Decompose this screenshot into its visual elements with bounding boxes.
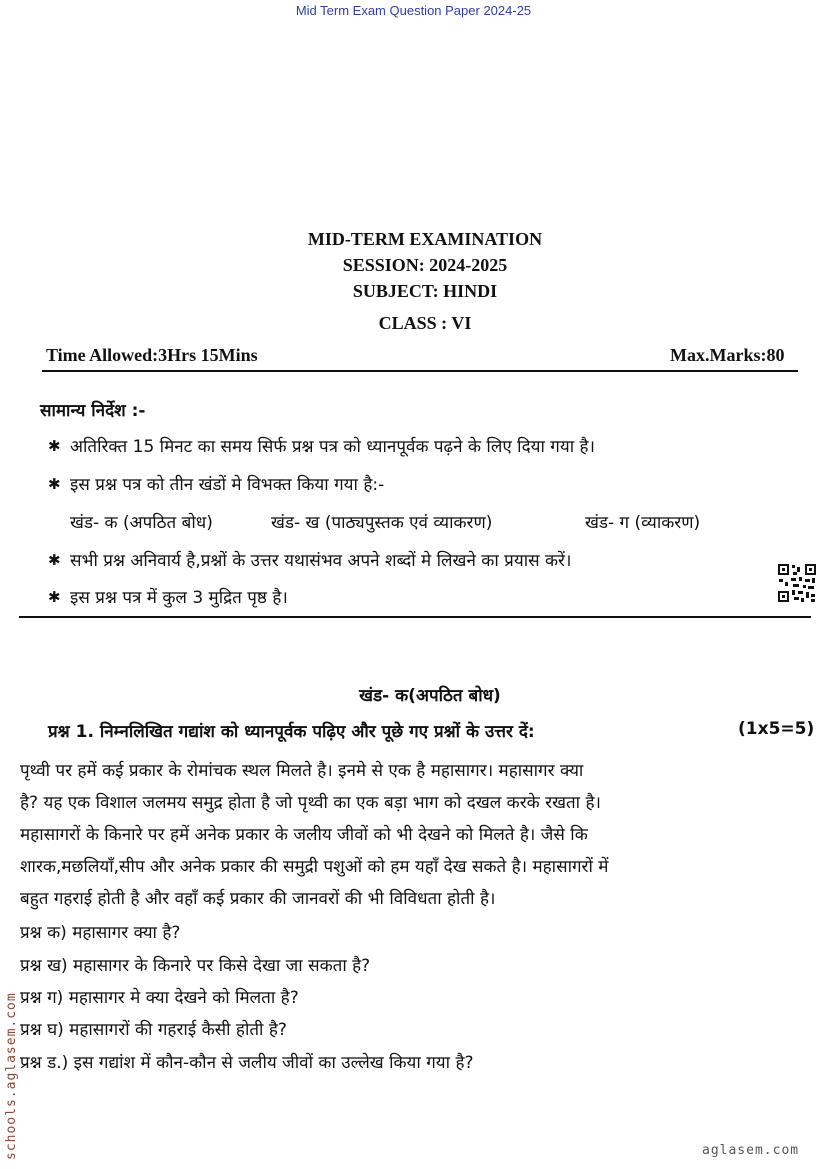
instruction-item [48,434,595,457]
passage-line: महासागरों के किनारे पर हमें अनेक प्रकार के जलीय जीवों को भी देखने को मिलते है। जैसे कि [20,825,588,845]
section-list-item-a: खंड- क (अपठित बोध) [70,513,213,533]
instruction-item [48,548,571,571]
page-banner: Mid Term Exam Question Paper 2024-25 [295,3,532,18]
max-marks: Max.Marks:80 [670,345,785,365]
bullet-star-icon: ✱ [48,550,61,569]
bullet-star-icon: ✱ [48,474,61,493]
instruction-text: इस प्रश्न पत्र में कुल 3 मुद्रित पृष्ठ है। [70,588,288,608]
section-a-title: खंड- क(अपठित बोध) [359,686,501,706]
passage-line: शारक,मछलियाँ,सीप और अनेक प्रकार की समुद्री पशुओं को हम यहाँ देख सकते है। महासागरों में [20,857,609,877]
sub-question: प्रश्न ग) महासागर मे क्या देखने को मिलता है? [20,988,299,1008]
instructions-divider [19,616,811,618]
time-allowed: Time Allowed:3Hrs 15Mins [46,345,258,365]
instruction-text: सभी प्रश्न अनिवार्य है,प्रश्नों के उत्तर यथासंभव अपने शब्दों मे लिखने का प्रयास करें। [70,551,572,571]
passage-line: पृथ्वी पर हमें कई प्रकार के रोमांचक स्थल मिलते है। इनमे से एक है महासागर। महासागर क्या [20,761,584,781]
corner-watermark: aglasem.com [702,1143,800,1158]
qr-code-icon [777,563,817,603]
sub-question: प्रश्न घ) महासागरों की गहराई कैसी होती है? [20,1020,287,1040]
question-1: प्रश्न 1. निम्नलिखित गद्यांश को ध्यानपूर्वक पढ़िए और पूछे गए प्रश्नों के उत्तर दें: [48,722,535,742]
sub-question: प्रश्न ख) महासागर के किनारे पर किसे देखा जा सकता है? [20,956,371,976]
sub-question: प्रश्न ड.) इस गद्यांश में कौन-कौन से जलीय जीवों का उल्लेख किया गया है? [20,1053,474,1073]
section-list-item-b: खंड- ख (पाठ्यपुस्तक एवं व्याकरण) [271,513,493,533]
instruction-text: अतिरिक्त 15 मिनट का समय सिर्फ प्रश्न पत्र को ध्यानपूर्वक पढ़ने के लिए दिया गया है। [70,437,595,457]
instruction-text: इस प्रश्न पत्र को तीन खंडों मे विभक्त किया गया है:- [70,475,385,495]
bullet-star-icon: ✱ [48,436,61,455]
exam-title: MID-TERM EXAMINATION [307,229,543,249]
instruction-item [48,472,384,495]
instructions-title: सामान्य निर्देश :- [40,401,146,421]
passage-line: है? यह एक विशाल जलमय समुद्र होता है जो पृथ्वी का एक बड़ा भाग को दखल करके रखता है। [20,793,601,813]
passage-line: बहुत गहराई होती है और वहाँ कई प्रकार की जानवरों की भी विविधता होती है। [20,889,496,909]
exam-subject: SUBJECT: HINDI [352,281,498,301]
side-watermark: schools.aglasem.com [4,992,19,1160]
exam-session: SESSION: 2024-2025 [342,255,508,275]
section-list-item-c: खंड- ग (व्याकरण) [585,513,701,533]
exam-class: CLASS : VI [378,313,472,333]
bullet-star-icon: ✱ [48,587,61,606]
question-1-marks: (1x5=5) [738,719,815,739]
instruction-item [48,585,288,608]
sub-question: प्रश्न क) महासागर क्या है? [20,923,181,943]
header-divider [42,370,798,372]
